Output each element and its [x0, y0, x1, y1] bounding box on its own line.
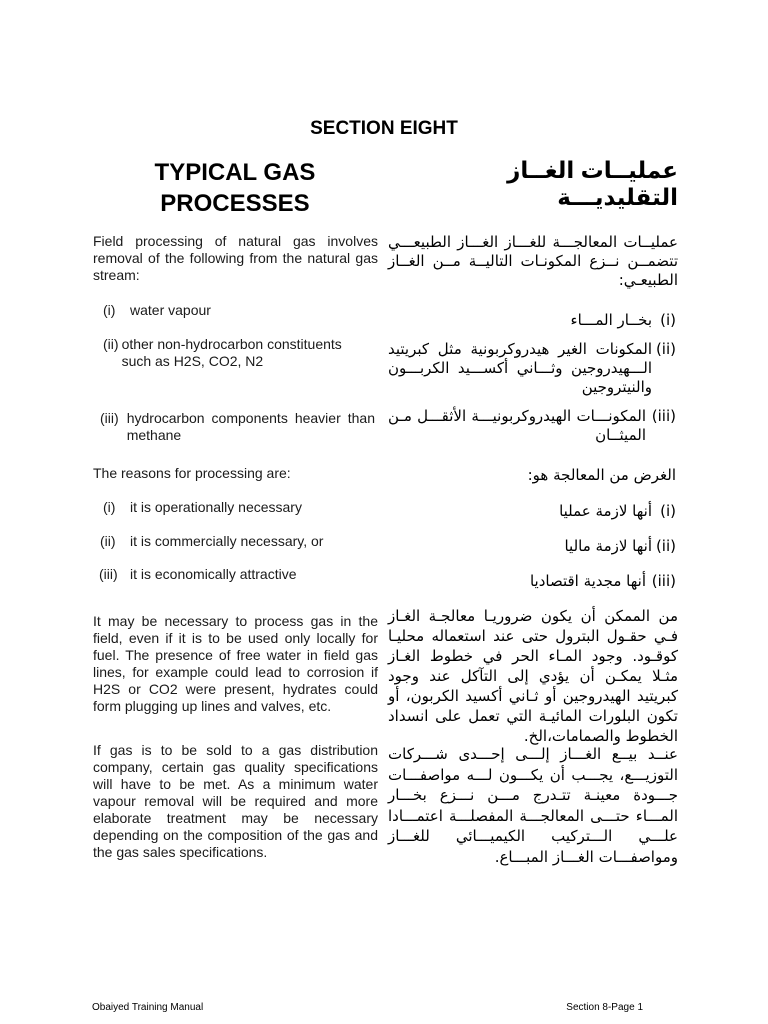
paragraph-sales-ar: عنــد بيــع الغـــاز إلـــى إحـــدى شـــركات التوزيـــع، يجـــب أن يكـــون لـــه مواصفـــات جـــودة معينـة تتـدرج مـــن نـــزع بخـــار المـــاء حتـــى المعالجـــة المفصلـــة اعتمـــادا علـــي الـــتركيب الكيميـــائي للغـــاز ومواصفـــات الغـــاز المبـــاع. [388, 745, 678, 866]
reasons-intro-english: The reasons for processing are: [93, 465, 291, 481]
removal-item-ar [388, 407, 676, 445]
removal-item-ar [388, 340, 676, 397]
item-number: (ii) [655, 340, 676, 358]
item-number: (i) [103, 302, 116, 318]
item-number: (iii) [651, 407, 676, 425]
reason-item-en [100, 533, 378, 550]
item-text: water vapour [130, 302, 211, 318]
item-number: (ii) [655, 537, 676, 555]
removal-item-ar [420, 311, 676, 330]
item-text: المكونات الغير هيدروكربونية مثل كبريتيد الـــهيدروجين وثـــاني أكســـيد الكربـــون والنيتروجين [388, 340, 652, 396]
paragraph-field-processing-ar: من الممكن أن يكون ضروريـا معالجـة الغـاز فـي حقـول البترول حتى عند استعماله محليـا كوقـود. وجود المـاء الحر في خطوط الغـاز مثـلا يمكـن أن يؤدي إلى التآكل عند وجود كبريتيد الهيدروجين أو ثـاني أكسيد الكربون، أو تكون البلورات المائيـة التي تعمل على انسداد الخطوط والصمامات،الخ. [388, 607, 678, 745]
item-text: it is operationally necessary [130, 499, 302, 515]
item-number: (iii) [651, 572, 676, 590]
intro-arabic: عمليــات المعالجـــة للغـــاز الغـــاز الطبيعـــي تتضمــن نــزع المكونـات التاليــة مــن الغــاز الطبيعـي: [388, 233, 678, 289]
reason-item-en [99, 566, 378, 583]
paragraph-sales-en: If gas is to be sold to a gas distribution company, certain gas quality specifications will have to be met. As a minimum water vapour removal will be required and more elaborate treatment may be necessary depending on the composition of the gas and the gas sales specifications. [93, 742, 378, 860]
section-heading: SECTION EIGHT [310, 118, 458, 139]
item-number: (iii) [99, 566, 118, 582]
item-number: (i) [103, 499, 116, 515]
reasons-intro-arabic: الغرض من المعالجة هو: [527, 466, 676, 484]
footer-page-number: Section 8-Page 1 [566, 1002, 643, 1013]
item-text: المكونـــات الهيدروكربونيـــة الأثقـــل مـن الميثــان [388, 407, 646, 444]
item-number: (ii) [100, 533, 116, 549]
item-number: (i) [660, 311, 676, 329]
item-text: it is economically attractive [130, 566, 297, 582]
item-text: other non-hydrocarbon constituents such as H2S, CO2, N2 [121, 336, 342, 369]
removal-item-en [103, 336, 373, 370]
reason-item-ar [480, 572, 676, 591]
removal-item-en [100, 410, 375, 444]
reason-item-en [103, 499, 378, 516]
item-number: (iii) [100, 410, 119, 426]
item-text: it is commercially necessary, or [130, 533, 324, 549]
item-number: (i) [660, 502, 676, 520]
intro-english: Field processing of natural gas involves removal of the following from the natural gas stream: [93, 233, 378, 283]
item-text: أنها مجدية اقتصاديا [529, 572, 646, 590]
reason-item-ar [480, 537, 676, 556]
item-text: hydrocarbon components heavier than methane [126, 410, 375, 443]
item-text: بخــار المـــاء [570, 311, 652, 329]
item-text: أنها لازمة ماليا [564, 537, 652, 555]
item-number: (ii) [103, 336, 119, 352]
reason-item-ar [480, 502, 676, 521]
item-text: أنها لازمة عمليا [559, 502, 652, 520]
title-arabic: عمليــات الغــاز التقليديـــة [507, 157, 678, 210]
removal-item-en [103, 302, 378, 319]
paragraph-field-processing-en: It may be necessary to process gas in the field, even if it is to be used only locally for fuel. The presence of free water in field gas lines, for example could lead to corrosion if H2S or CO2 were present, hydrates could form plugging up lines and valves, etc. [93, 613, 378, 714]
footer-manual-name: Obaiyed Training Manual [92, 1002, 204, 1013]
title-english: TYPICAL GAS PROCESSES [154, 159, 316, 217]
